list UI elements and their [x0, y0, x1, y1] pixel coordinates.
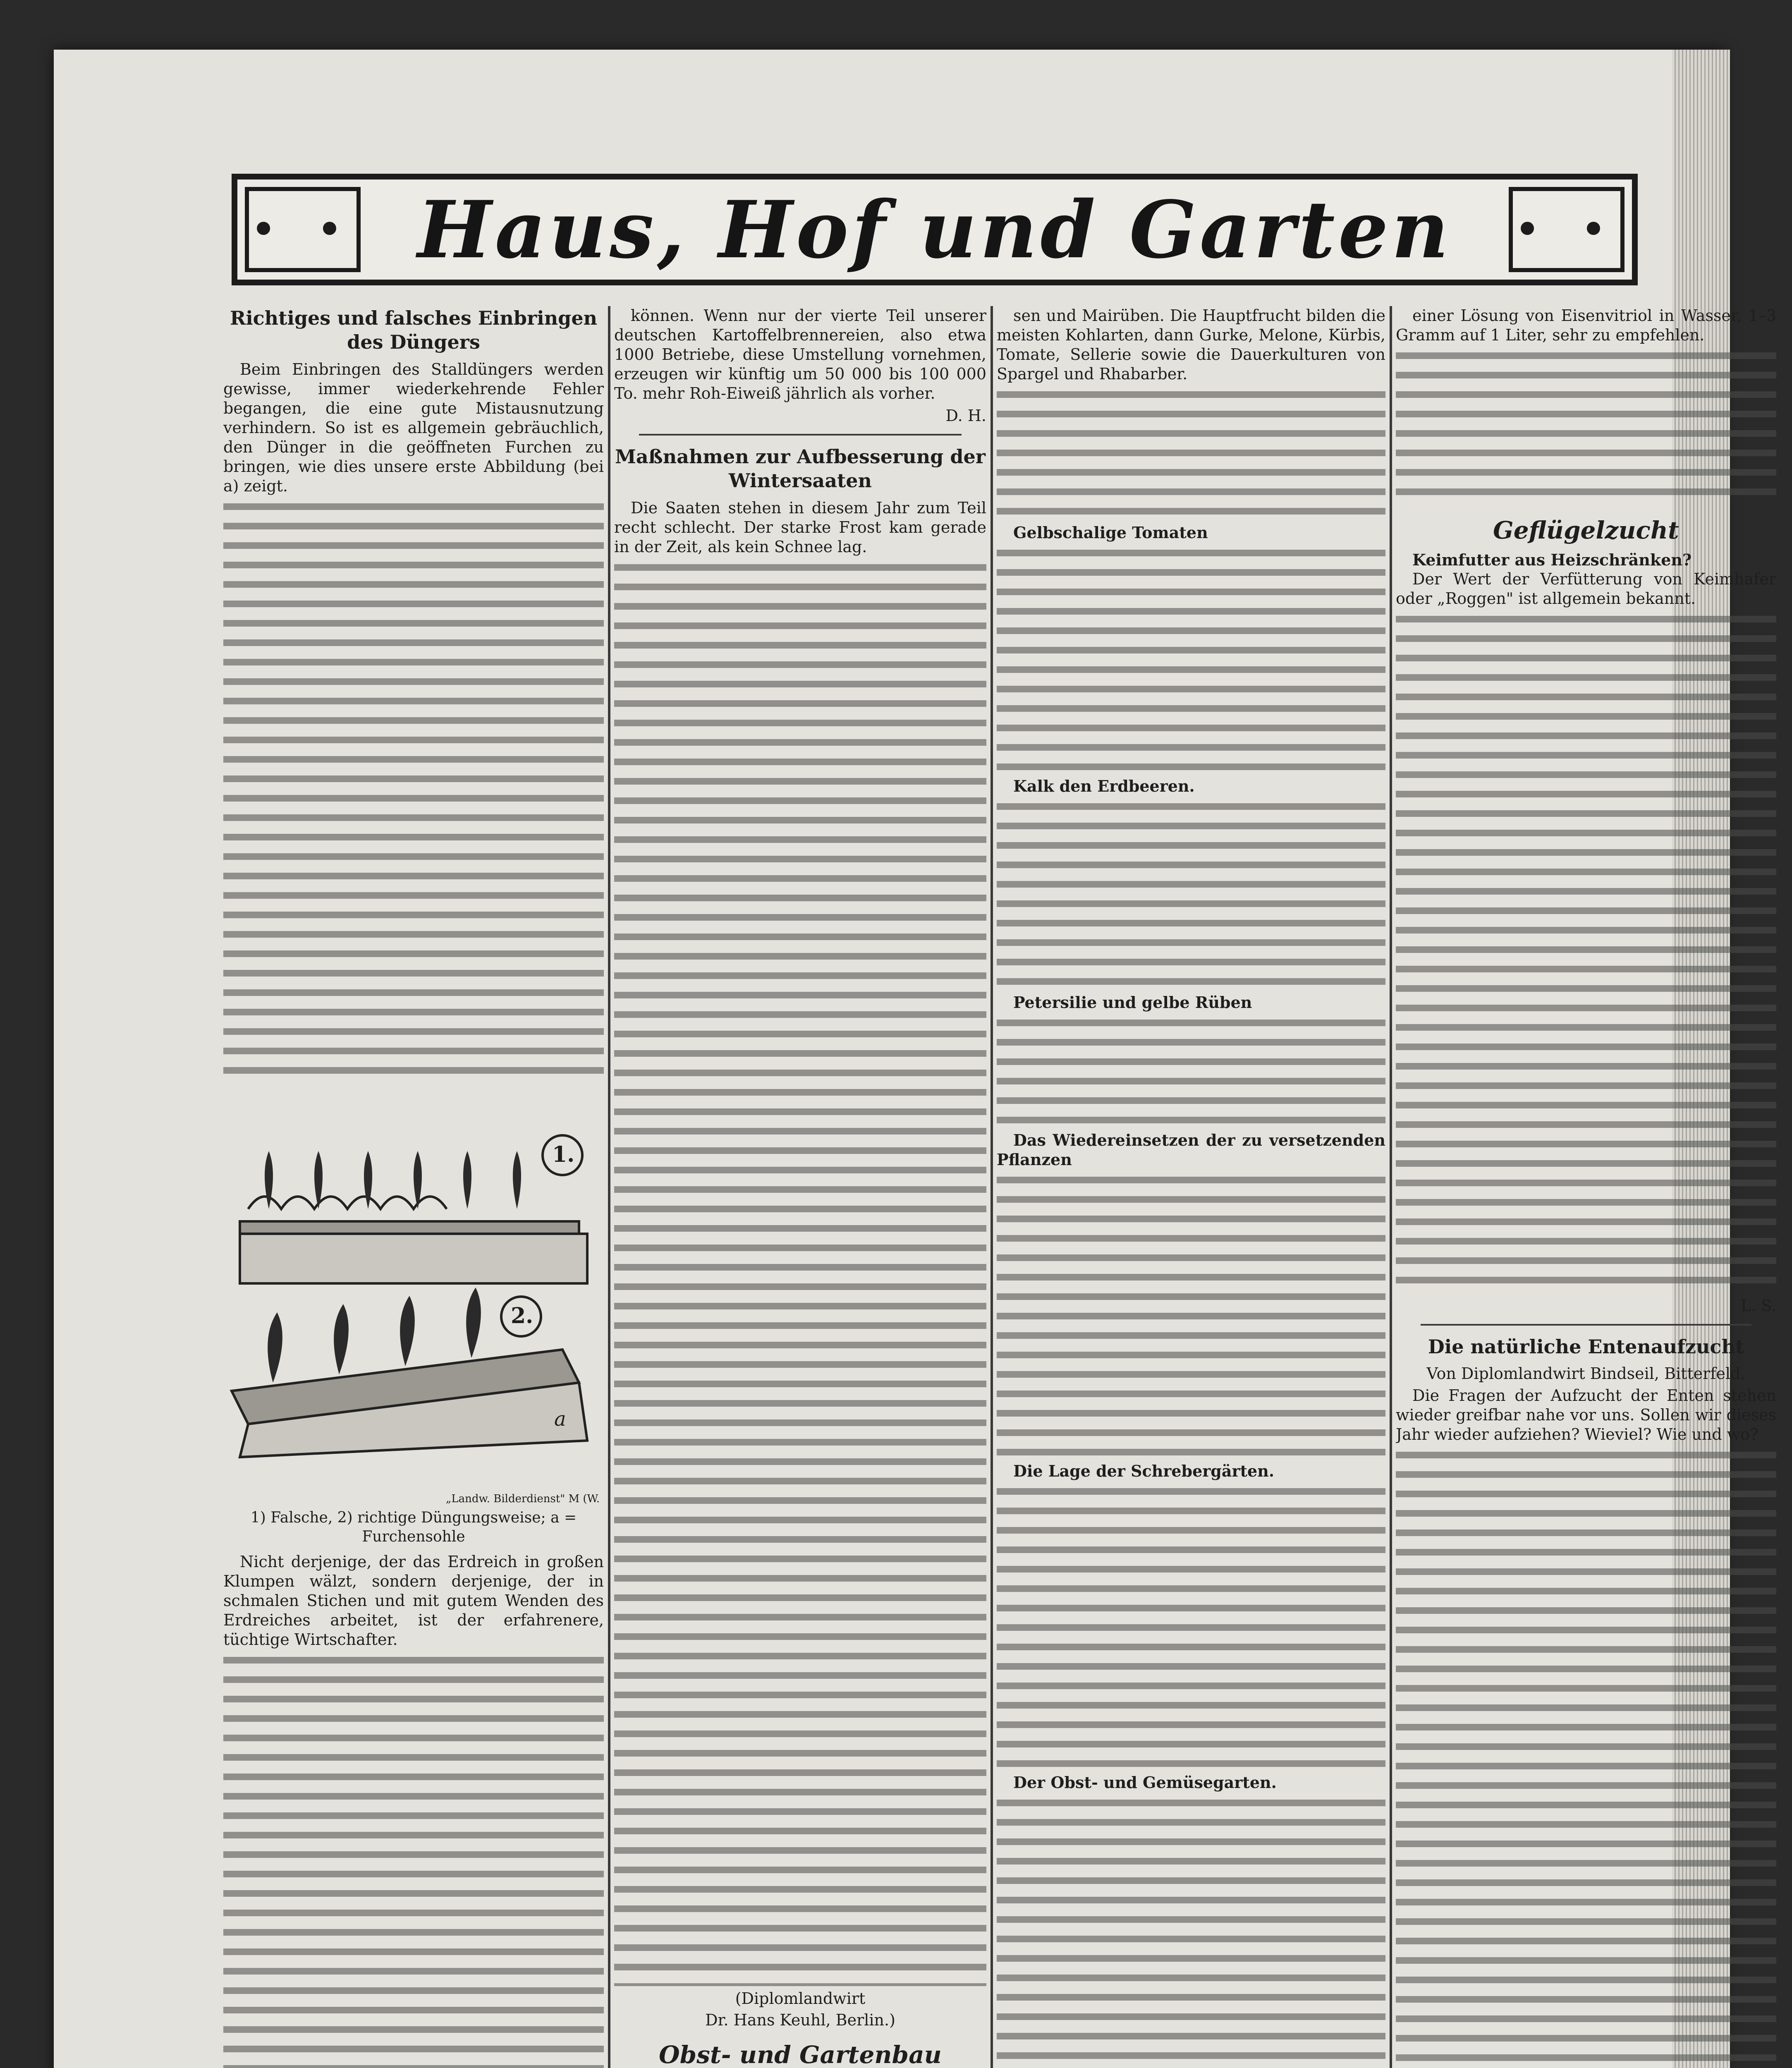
column-rule — [608, 306, 610, 2068]
text-block — [997, 1015, 1385, 1130]
separator — [639, 434, 962, 436]
figure-label-a: a — [554, 1407, 566, 1431]
article-title: Richtiges und falsches Einbringen des Düngers — [230, 307, 598, 353]
column-1 — [223, 306, 604, 2068]
column-rule — [991, 306, 993, 2068]
article-author: (Diplomlandwirt — [735, 1989, 866, 2008]
column-3 — [997, 306, 1385, 2068]
figure-label-1: 1. — [552, 1142, 575, 1167]
masthead-title: Haus, Hof und Garten — [417, 183, 1452, 276]
article-paragraph: Beim Einbringen des Stalldüngers werden gewisse, immer wiederkehrende Fehler begangen, die eine gute Mistausnutzung verhindern. So ist es allgemein gebräuchlich, den Dünger in die geöffneten Furchen zu bringen, wie dies unsere erste Abbildung (bei a) zeigt. — [223, 360, 604, 495]
figure-drawing — [223, 1085, 604, 1490]
masthead-ornament-left: • • — [245, 187, 361, 272]
paragraph-heading: Keimfutter aus Heizschränken? — [1412, 551, 1692, 569]
column-4 — [1396, 306, 1776, 2068]
masthead — [232, 174, 1638, 285]
article-paragraph: Nicht derjenige, der das Erdreich in großen Klumpen wälzt, sondern derjenige, der in schmalen Stichen und mit gutem Wenden des Erdreiches arbeitet, ist der erfahrenere, tüchtige Wirtschafter. — [223, 1553, 604, 1649]
text-block — [997, 798, 1385, 993]
text-block — [997, 1795, 1385, 2068]
article-byline: Von Diplomlandwirt Bindseil, Bitterfeld. — [1426, 1364, 1746, 1383]
text-block — [1396, 1447, 1776, 2068]
figure-credit: „Landw. Bilderdienst" M (W. — [445, 1493, 600, 1505]
article-paragraph: einer Lösung von Eisenvitriol in Wasser, 1–3 Gramm auf 1 Liter, sehr zu empfehlen. — [1396, 306, 1776, 344]
column-rule — [1390, 306, 1392, 2068]
text-block — [997, 386, 1385, 523]
figure-label-2: 2. — [511, 1303, 534, 1328]
paragraph-heading: Die Lage der Schrebergärten. — [1013, 1462, 1275, 1480]
article-paragraph: Die Fragen der Aufzucht der Enten stehen wieder greifbar nahe vor uns. Sollen wir dieses Jahr wieder aufziehen? Wieviel? Wie und wo? — [1396, 1386, 1776, 1443]
article-author: Dr. Hans Keuhl, Berlin.) — [705, 2011, 895, 2029]
separator — [1421, 1324, 1751, 1326]
text-block — [614, 559, 986, 1986]
figure-dung-illustration — [223, 1085, 604, 1490]
section-title: Obst- und Gartenbau — [659, 2041, 942, 2068]
text-block — [997, 545, 1385, 776]
text-block — [223, 1652, 604, 2068]
paragraph-heading: Der Obst- und Gemüsegarten. — [1013, 1773, 1277, 1792]
article-sign: D. H. — [945, 407, 986, 425]
article-paragraph: können. Wenn nur der vierte Teil unserer deutschen Kartoffelbrennereien, also etwa 1000 Betriebe, diese Umstellung vornehmen, erzeugen wir künftig um 50 000 bis 100 000 To. mehr Roh-Eiweiß jährlich als vorher. — [614, 306, 986, 402]
paragraph-heading: Petersilie und gelbe Rüben — [1013, 993, 1252, 1012]
article-title: Maßnahmen zur Aufbesserung der Wintersaaten — [615, 445, 986, 492]
masthead-ornament-right: • • — [1509, 187, 1625, 272]
text-block — [997, 1483, 1385, 1773]
paragraph-heading: Kalk den Erdbeeren. — [1013, 777, 1195, 795]
paragraph-heading: Gelbschalige Tomaten — [1013, 523, 1208, 542]
text-block — [997, 1172, 1385, 1461]
article-paragraph: Die Saaten stehen in diesem Jahr zum Teil recht schlecht. Der starke Frost kam gerade in der Zeit, als kein Schnee lag. — [614, 499, 986, 556]
figure-caption: 1) Falsche, 2) richtige Düngungsweise; a = Furchensohle — [250, 1509, 577, 1545]
article-paragraph: Der Wert der Verfütterung von Keimhafer oder „Roggen" ist allgemein bekannt. — [1396, 570, 1776, 608]
article-paragraph: sen und Mairüben. Die Hauptfrucht bilden die meisten Kohlarten, dann Gurke, Melone, Kürbis, Tomate, Sellerie sowie die Dauerkulturen von Spargel und Rhabarber. — [997, 306, 1385, 383]
column-2 — [614, 306, 986, 2068]
paragraph-heading: Das Wiedereinsetzen der zu versetzenden Pflanzen — [997, 1131, 1385, 1169]
section-title: Geflügelzucht — [1493, 516, 1679, 544]
article-sign: L. S. — [1740, 1297, 1776, 1315]
article-title: Die natürliche Entenaufzucht — [1428, 1336, 1744, 1358]
text-block — [223, 498, 604, 1077]
text-block — [1396, 347, 1776, 505]
text-block — [1396, 611, 1776, 1293]
